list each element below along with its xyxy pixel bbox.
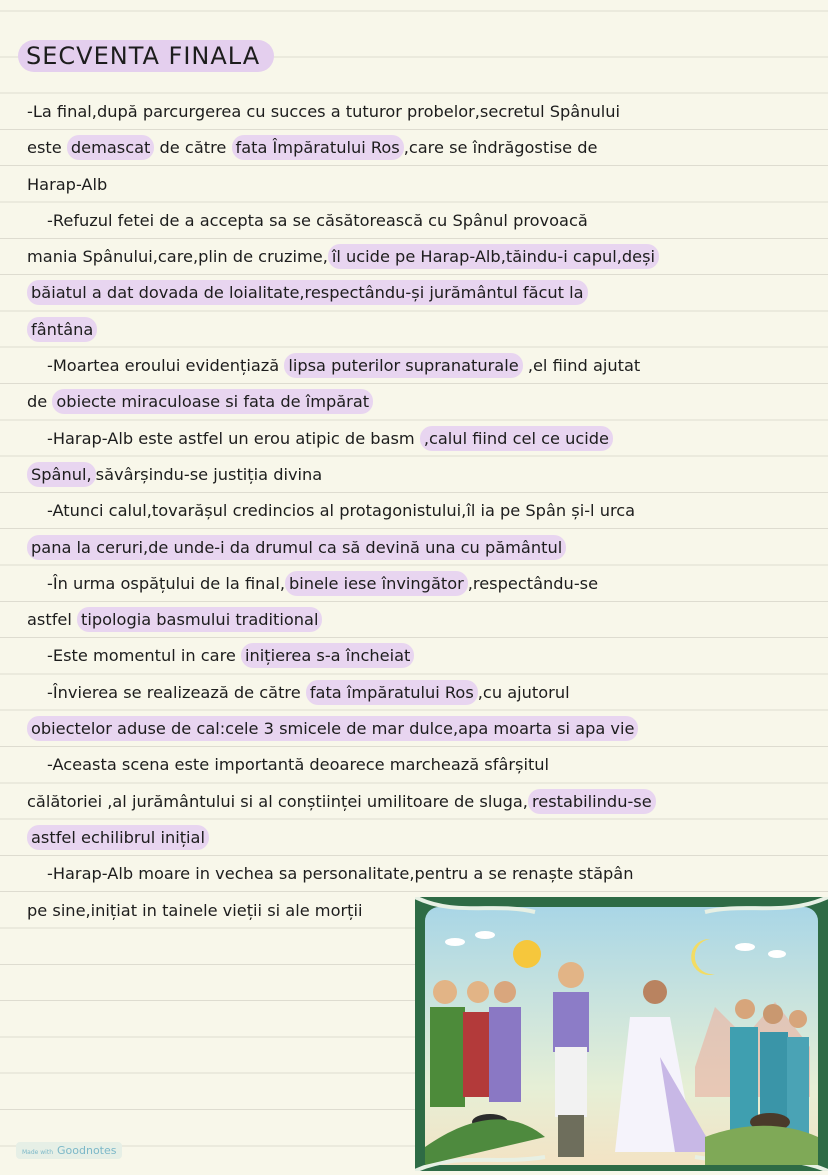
highlighted-text: inițierea s-a încheiat <box>241 643 414 668</box>
goodnotes-badge <box>16 1142 122 1159</box>
note-line <box>27 312 818 348</box>
note-line <box>27 348 818 384</box>
note-text: -Aceasta scena este importantă deoarece marchează sfârșitul <box>47 755 550 775</box>
note-line <box>27 675 818 711</box>
note-text: este <box>27 138 67 158</box>
note-text: mania Spânului,care,plin de cruzime, <box>27 247 328 267</box>
note-text: -Atunci calul,tovarășul credincios al protagonistului,îl ia pe Spân și-l urca <box>47 501 636 521</box>
note-text: -Refuzul fetei de a accepta sa se căsătorească cu Spânul provoacă <box>47 210 588 230</box>
note-line <box>27 275 818 311</box>
note-text: -Harap-Alb moare in vechea sa personalitate,pentru a se renaște stăpân <box>47 864 634 884</box>
highlighted-text: demascat <box>67 135 155 160</box>
highlighted-text: băiatul a dat dovada de loialitate,respectându-și jurământul făcut la <box>27 280 588 305</box>
highlighted-text: obiecte miraculoase si fata de împărat <box>52 389 373 414</box>
note-line <box>27 239 818 275</box>
note-line <box>27 493 818 529</box>
note-text: -Harap-Alb este astfel un erou atipic de basm <box>47 428 420 448</box>
note-line <box>27 94 818 130</box>
note-line <box>27 457 818 493</box>
highlighted-text: tipologia basmului traditional <box>77 607 322 632</box>
note-text: pe sine,inițiat in tainele vieții si ale morții <box>27 900 363 920</box>
page-title: SECVENTA FINALA <box>18 40 274 72</box>
note-line <box>27 638 818 674</box>
wedding-illustration <box>415 897 828 1171</box>
note-text: ,cu ajutorul <box>477 682 570 702</box>
highlighted-text: obiectelor aduse de cal:cele 3 smicele de mar dulce,apa moarta si apa vie <box>27 716 638 741</box>
note-line <box>27 203 818 239</box>
note-line <box>27 130 818 166</box>
note-line <box>27 747 818 783</box>
highlighted-text: Spânul, <box>27 462 96 487</box>
note-line <box>27 530 818 566</box>
note-text: ,respectându-se <box>467 573 599 593</box>
highlighted-text: fata Împăratului Ros <box>232 135 404 160</box>
highlighted-text: binele iese învingător <box>285 571 468 596</box>
highlighted-text: fântâna <box>27 317 97 342</box>
note-line <box>27 820 818 856</box>
note-text: de către <box>154 138 232 158</box>
highlighted-text: ,calul fiind cel ce ucide <box>420 426 613 451</box>
note-text: -Este momentul in care <box>47 646 241 666</box>
note-line <box>27 784 818 820</box>
highlighted-text: pana la ceruri,de unde-i da drumul ca să devină una cu pământul <box>27 535 566 560</box>
note-text: -Moartea eroului evidențiază <box>47 356 285 376</box>
note-line <box>27 602 818 638</box>
note-line <box>27 384 818 420</box>
note-line <box>27 856 818 892</box>
highlighted-text: lipsa puterilor supranaturale <box>284 353 522 378</box>
note-line <box>27 421 818 457</box>
note-text: călătoriei ,al jurământului si al conștiinței umilitoare de sluga, <box>27 791 528 811</box>
badge-brand: Goodnotes <box>57 1144 117 1157</box>
highlighted-text: fata împăratului Ros <box>306 680 478 705</box>
badge-prefix: Made with <box>22 1149 53 1156</box>
note-text: săvârșindu-se justiția divina <box>95 464 323 484</box>
note-text: ,el fiind ajutat <box>522 356 641 376</box>
highlighted-text: îl ucide pe Harap-Alb,tăindu-i capul,deși <box>328 244 659 269</box>
note-text: ,care se îndrăgostise de <box>403 138 598 158</box>
notes-body <box>27 94 818 929</box>
note-line <box>27 167 818 203</box>
note-text: -La final,după parcurgerea cu succes a tuturor probelor,secretul Spânului <box>27 102 620 121</box>
note-text: -În urma ospățului de la final, <box>47 573 285 593</box>
note-text: -Învierea se realizează de către <box>47 682 306 702</box>
note-text: Harap-Alb <box>27 174 108 194</box>
note-line <box>27 566 818 602</box>
highlighted-text: astfel echilibrul inițial <box>27 825 209 850</box>
note-line <box>27 711 818 747</box>
highlighted-text: restabilindu-se <box>528 789 656 814</box>
note-text: de <box>27 392 53 412</box>
note-text: astfel <box>27 610 78 630</box>
